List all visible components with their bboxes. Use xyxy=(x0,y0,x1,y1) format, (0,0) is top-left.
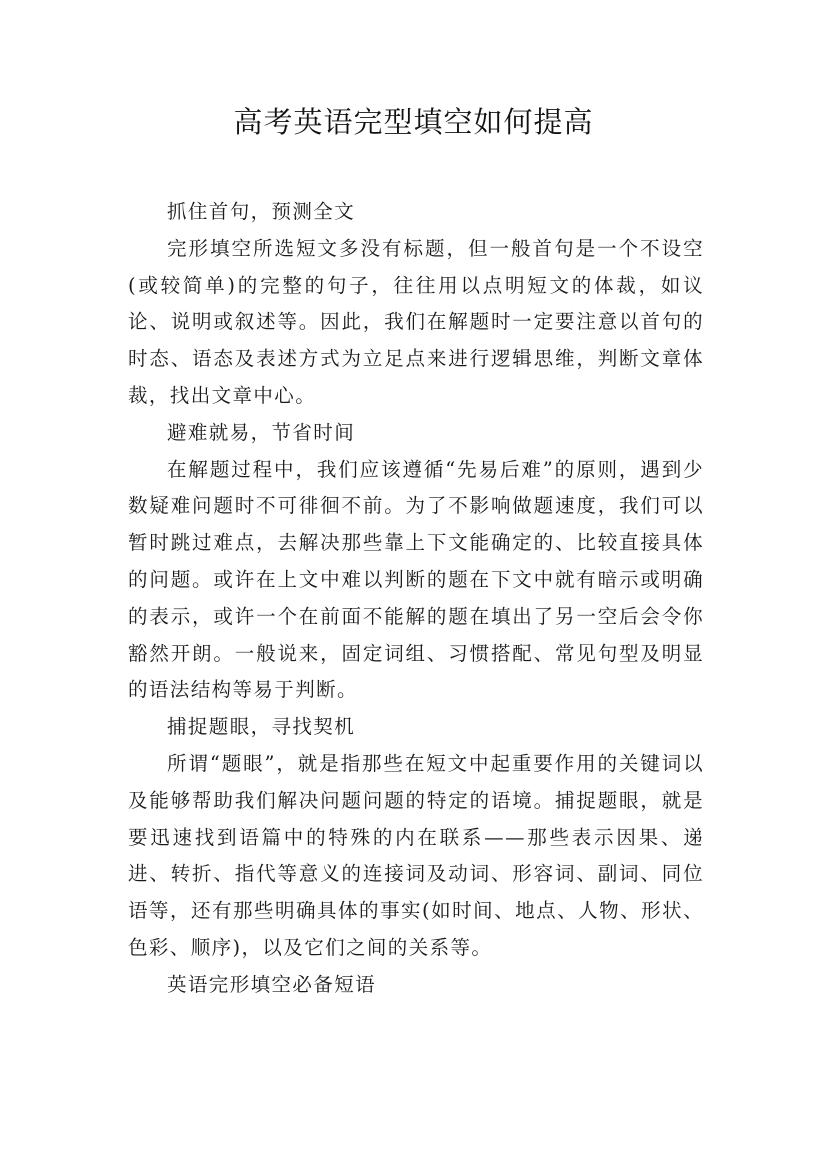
paragraph-2: 在解题过程中，我们应该遵循“先易后难”的原则，遇到少数疑难问题时不可徘徊不前。为了不影响做题速度，我们可以暂时跳过难点，去解决那些靠上下文能确定的、比较直接具体的问题。或许在上文中难以判断的题在下文中就有暗示或明确的表示，或许一个在前面不能解的题在填出了另一空后会令你豁然开朗。一般说来，固定词组、习惯搭配、常见句型及明显的语法结构等易于判断。 xyxy=(128,457,704,702)
section-heading-3: 捕捉题眼，寻找契机 xyxy=(167,715,356,739)
section-heading-1: 抓住首句，预测全文 xyxy=(167,200,356,223)
document-body xyxy=(128,194,704,1004)
paragraph-1: 完形填空所选短文多没有标题，但一般首句是一个不设空(或较简单)的完整的句子，往往用以点明短文的体裁，如议论、说明或叙述等。因此，我们在解题时一定要注意以首句的时态、语态及表述方式为立足点来进行逻辑思维，判断文章体裁，找出文章中心。 xyxy=(128,236,704,407)
section-heading-4: 英语完形填空必备短语 xyxy=(167,972,377,996)
page-title: 高考英语完型填空如何提高 xyxy=(233,105,594,139)
section-heading-2: 避难就易，节省时间 xyxy=(167,420,356,444)
paragraph-3: 所谓“题眼”，就是指那些在短文中起重要作用的关键词以及能够帮助我们解决问题问题的特定的语境。捕捉题眼，就是要迅速找到语篇中的特殊的内在联系——那些表示因果、递进、转折、指代等意义的连接词及动词、形容词、副词、同位语等，还有那些明确具体的事实(如时间、地点、人物、形状、色彩、顺序)，以及它们之间的关系等。 xyxy=(128,751,704,959)
